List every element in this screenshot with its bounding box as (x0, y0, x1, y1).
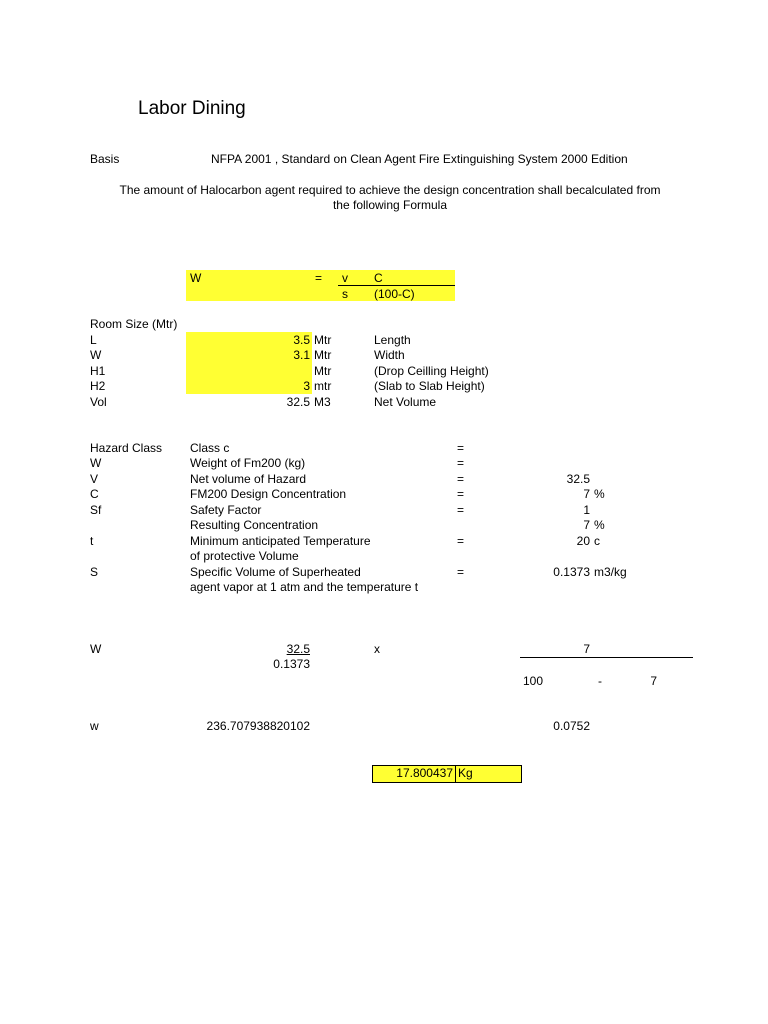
param-eq-t: = (457, 534, 465, 548)
param-value-resulting: 7 (583, 518, 590, 532)
param-desc-resulting: Resulting Concentration (190, 518, 319, 532)
calc-numerator: 32.5 (286, 642, 310, 656)
hazard-sym: Hazard Class (90, 441, 163, 455)
room-size-header: Room Size (Mtr) (90, 317, 178, 331)
param-eq-s: = (457, 565, 465, 579)
calc-minus: - (598, 674, 602, 688)
param-sym-c: C (90, 487, 99, 501)
param-unit-t: c (594, 534, 600, 548)
calc-denominator: 0.1373 (273, 657, 310, 671)
final-result-divider (455, 766, 456, 782)
param-eq-c: = (457, 487, 465, 501)
param-desc-sf: Safety Factor (190, 503, 262, 517)
param-sym-v: V (90, 472, 99, 486)
room-value-width: 3.1 (293, 348, 310, 362)
room-desc-length: Length (374, 333, 411, 347)
intro-line-2: the following Formula (332, 198, 448, 212)
intro-line-1: The amount of Halocarbon agent required to achieve the design concentration shall becalculated from (119, 183, 661, 197)
param-value-s: 0.1373 (553, 565, 590, 579)
param-value-sf: 1 (583, 503, 590, 517)
param-value-t: 20 (576, 534, 590, 548)
room-unit-h2: mtr (314, 379, 332, 393)
param-eq-v: = (457, 472, 465, 486)
formula-denominator: (100-C) (374, 287, 415, 301)
formula-v: v (342, 271, 348, 285)
param-desc-s-cont: agent vapor at 1 atm and the temperature t (190, 580, 419, 594)
param-sym-s: S (90, 565, 99, 579)
formula-s: s (342, 287, 348, 301)
param-desc-w: Weight of Fm200 (kg) (190, 456, 306, 470)
basis-text: NFPA 2001 , Standard on Clean Agent Fire Extinguishing System 2000 Edition (211, 152, 628, 166)
param-desc-t: Minimum anticipated Temperature (190, 534, 371, 548)
param-value-v: 32.5 (566, 472, 590, 486)
room-unit-vol: M3 (314, 395, 331, 409)
formula-equals: = (315, 271, 323, 285)
room-unit-width: Mtr (314, 348, 332, 362)
formula-fraction-line (338, 285, 455, 286)
final-result-unit: Kg (458, 766, 473, 780)
room-value-length: 3.5 (293, 333, 310, 347)
calc-w-label: W (90, 642, 102, 656)
calc-c-value: 7 (583, 642, 590, 656)
calc-w-result: 236.707938820102 (206, 719, 310, 733)
room-sym-width: W (90, 348, 102, 362)
formula-w: W (190, 271, 202, 285)
param-unit-resulting: % (594, 518, 605, 532)
room-sym-length: L (90, 333, 97, 347)
room-desc-width: Width (374, 348, 405, 362)
param-sym-w: W (90, 456, 102, 470)
room-value-h2: 3 (303, 379, 310, 393)
room-sym-h2: H2 (90, 379, 106, 393)
param-desc-v: Net volume of Hazard (190, 472, 307, 486)
room-unit-length: Mtr (314, 333, 332, 347)
param-desc-t-cont: of protective Volume (190, 549, 299, 563)
room-desc-h1: (Drop Ceilling Height) (374, 364, 489, 378)
param-value-c: 7 (583, 487, 590, 501)
hazard-desc: Class c (190, 441, 230, 455)
room-unit-h1: Mtr (314, 364, 332, 378)
param-desc-c: FM200 Design Concentration (190, 487, 347, 501)
param-sym-sf: Sf (90, 503, 102, 517)
param-sym-t: t (90, 534, 94, 548)
room-sym-vol: Vol (90, 395, 107, 409)
param-unit-c: % (594, 487, 605, 501)
calc-fraction-line (520, 657, 693, 658)
room-desc-vol: Net Volume (374, 395, 437, 409)
basis-label: Basis (90, 152, 120, 166)
final-result-value: 17.800437 (396, 766, 453, 780)
room-sym-h1: H1 (90, 364, 106, 378)
calc-hundred: 100 (523, 674, 544, 688)
hazard-eq: = (457, 441, 465, 455)
param-eq-sf: = (457, 503, 465, 517)
calc-times: x (374, 642, 380, 656)
param-eq-w: = (457, 456, 465, 470)
page-title: Labor Dining (138, 98, 246, 119)
formula-c: C (374, 271, 383, 285)
room-desc-h2: (Slab to Slab Height) (374, 379, 485, 393)
calc-w-lower: w (90, 719, 99, 733)
param-unit-s: m3/kg (594, 565, 627, 579)
calc-c-value-2: 7 (650, 674, 657, 688)
param-desc-s: Specific Volume of Superheated (190, 565, 361, 579)
room-value-vol: 32.5 (286, 395, 310, 409)
calc-factor: 0.0752 (553, 719, 590, 733)
